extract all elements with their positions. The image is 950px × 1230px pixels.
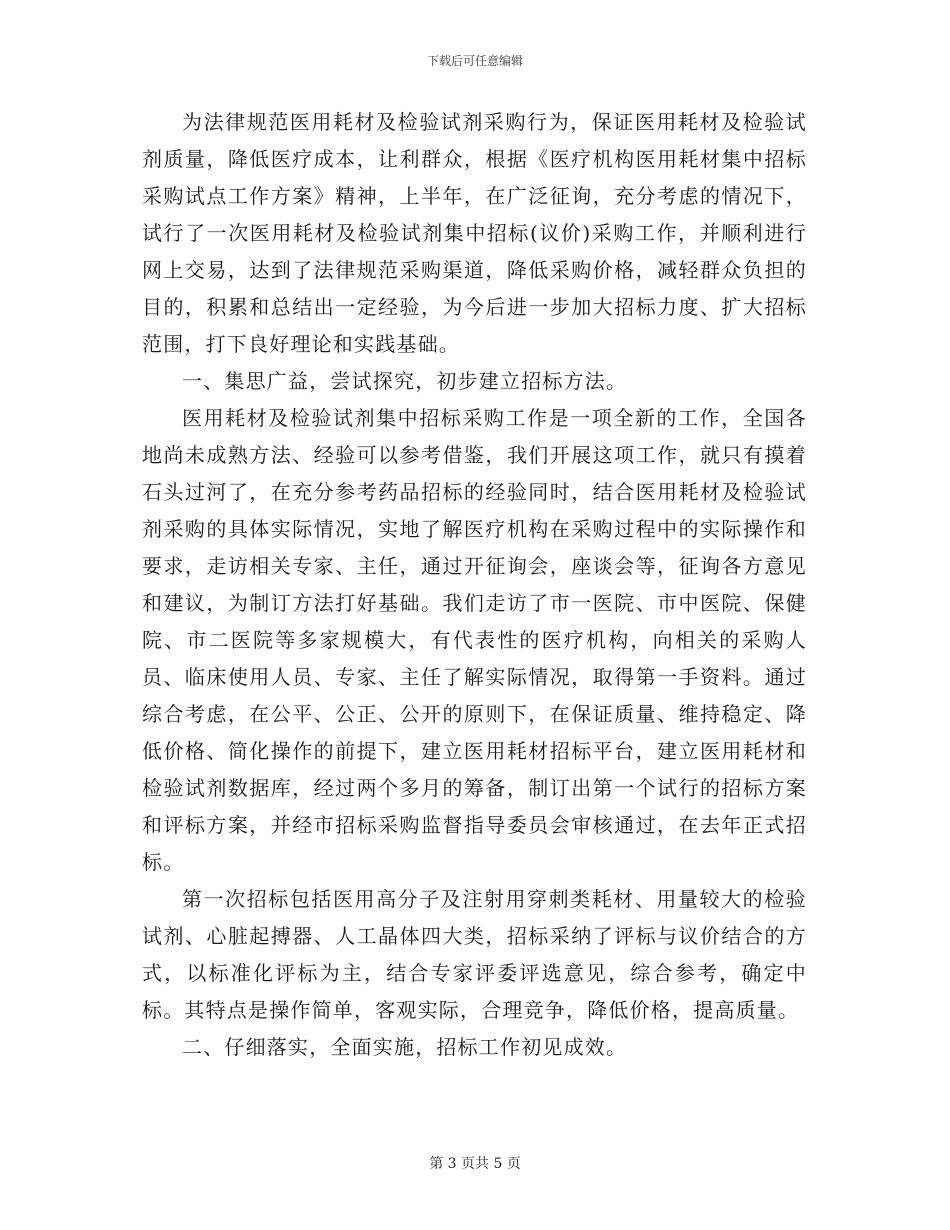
paragraph-intro: 为法律规范医用耗材及检验试剂采购行为，保证医用耗材及检验试剂质量，降低医疗成本，让利群众，根据《医疗机构医用耗材集中招标采购试点工作方案》精神，上半年，在广泛征询，充分考虑的情况下，试行了一次医用耗材及检验试剂集中招标(议价)采购工作，并顺利进行网上交易，达到了法律规范采购渠道，降低采购价格，减轻群众负担的目的，积累和总结出一定经验，为今后进一步加大招标力度、扩大招标范围，打下良好理论和实践基础。 — [142, 110, 807, 356]
section-heading-2: 二、仔细落实，全面实施，招标工作初见成效。 — [182, 1035, 628, 1059]
paragraph-section-1: 医用耗材及检验试剂集中招标采购工作是一项全新的工作，全国各地尚未成熟方法、经验可以参考借鉴，我们开展这项工作，就只有摸着石头过河了，在充分参考药品招标的经验同时，结合医用耗材及检验试剂采购的具体实际情况，实地了解医疗机构在采购过程中的实际操作和要求，走访相关专家、主任，通过开征询会，座谈会等，征询各方意见和建议，为制订方法打好基础。我们走访了市一医院、市中医院、保健院、市二医院等多家规模大，有代表性的医疗机构，向相关的采购人员、临床使用人员、专家、主任了解实际情况，取得第一手资料。通过综合考虑，在公平、公正、公开的原则下，在保证质量、维持稳定、降低价格、简化操作的前提下，建立医用耗材招标平台，建立医用耗材和检验试剂数据库，经过两个多月的筹备，制订出第一个试行的招标方案和评标方案，并经市招标采购监督指导委员会审核通过，在去年正式招标。 — [142, 406, 807, 874]
page-header: 下载后可任意编辑 — [426, 54, 523, 68]
page-footer: 第 3 页共 5 页 — [429, 1156, 521, 1172]
document-body — [142, 104, 807, 1066]
paragraph-first-tender: 第一次招标包括医用高分子及注射用穿刺类耗材、用量较大的检验试剂、心脏起搏器、人工晶体四大类，招标采纳了评标与议价结合的方式，以标准化评标为主，结合专家评委评选意见，综合参考，确定中标。其特点是操作简单，客观实际，合理竞争，降低价格，提高质量。 — [142, 887, 807, 1022]
section-heading-1: 一、集思广益，尝试探究，初步建立招标方法。 — [182, 369, 628, 393]
